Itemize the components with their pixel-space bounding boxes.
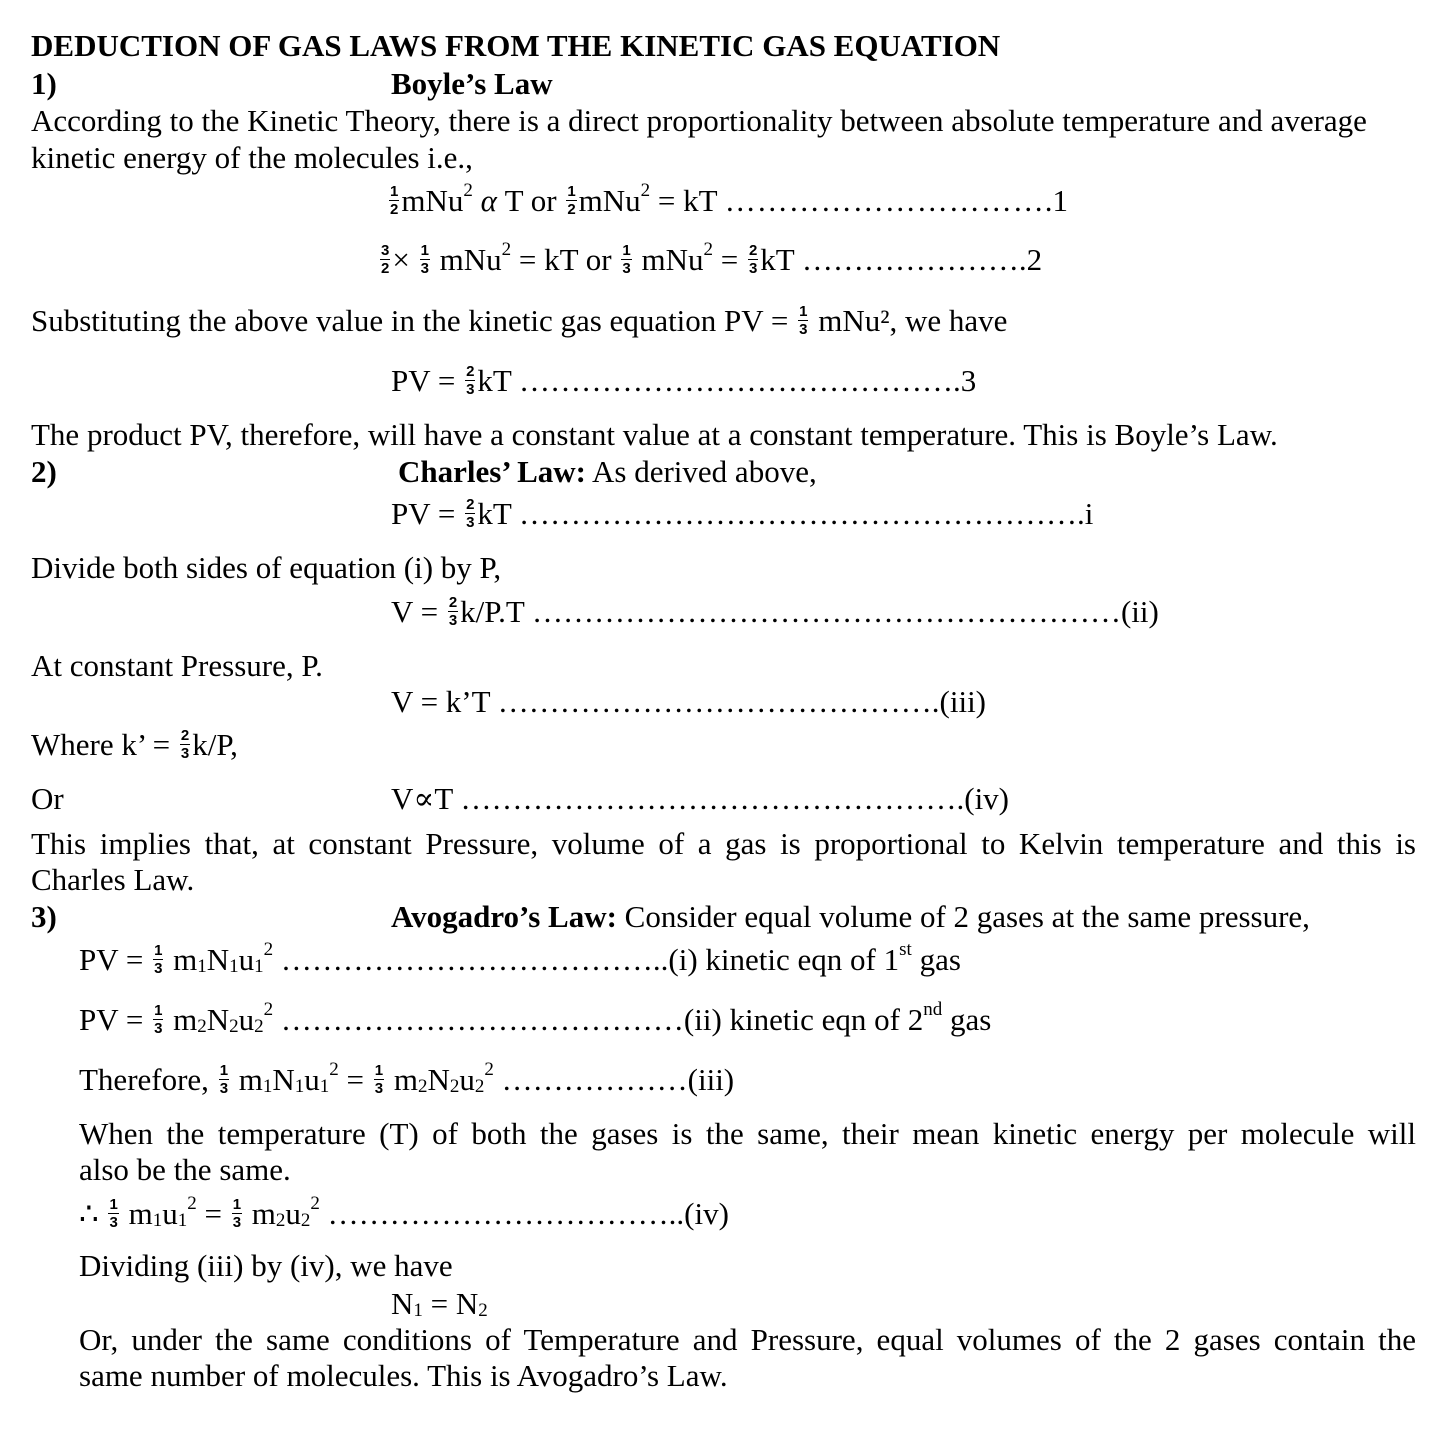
- fraction-one-third: $\frac{1}{3}$: [219, 1062, 229, 1098]
- fraction-two-thirds: $\frac{2}{3}$: [466, 363, 475, 399]
- avogadro-final-line-2: same number of molecules. This is Avogadro’s Law.: [79, 1358, 728, 1393]
- section-heading-charles: Charles’ Law:: [398, 454, 586, 489]
- equation-3: PV = $\frac{2}{3}$ kT …………………………………….3: [391, 363, 977, 399]
- avogadro-result: $N_1 = N_2$: [391, 1286, 488, 1321]
- charles-equation-iv: V∝T ………………………………………….(iv): [391, 781, 1010, 816]
- section-number-boyle: 1): [31, 66, 57, 101]
- boyle-intro-line-2: kinetic energy of the molecules i.e.,: [31, 140, 473, 175]
- equation-1: $\frac{1}{2}$ mNu$^2$ α T or $\frac{1}{2}$ mNu$^2$ = kT ………………………….1: [390, 180, 1069, 219]
- avogadro-equation-iv: ∴ $\frac{1}{3}$ $m_1u_1^2$ = $\frac{1}{3}$ $m_2u_2^2$ ……………………………..(iv): [79, 1193, 729, 1232]
- charles-implies-line-2: Charles Law.: [31, 862, 195, 897]
- fraction-two-thirds: $\frac{2}{3}$: [748, 242, 758, 278]
- charles-divide-text: Divide both sides of equation (i) by P,: [31, 550, 502, 585]
- charles-constant-pressure: At constant Pressure, P.: [31, 648, 323, 683]
- substitution-text-end: mNu², we have: [818, 303, 1008, 338]
- avogadro-dividing: Dividing (iii) by (iv), we have: [79, 1248, 453, 1283]
- equation-number: (ii): [1120, 594, 1159, 629]
- page-title: DEDUCTION OF GAS LAWS FROM THE KINETIC GAS EQUATION: [31, 28, 1001, 63]
- fraction-two-thirds: $\frac{2}{3}$: [466, 496, 475, 532]
- section-heading-charles-line: [398, 456, 817, 487]
- charles-where-line: [31, 729, 238, 764]
- equation-number: (iv): [964, 781, 1010, 816]
- fraction-one-half: $\frac{1}{2}$: [390, 183, 399, 219]
- fraction-two-thirds: $\frac{2}{3}$: [180, 727, 190, 763]
- substitution-text: Substituting the above value in the kinetic gas equation PV =: [31, 303, 789, 338]
- fraction-two-thirds: $\frac{2}{3}$: [448, 594, 458, 630]
- fraction-one-third: $\frac{1}{3}$: [232, 1196, 242, 1232]
- where-text: Where k’ =: [31, 727, 171, 762]
- avogadro-when-line-2: also be the same.: [79, 1152, 291, 1187]
- charles-equation-i: PV = $\frac{2}{3}$ kT ……………………………………………….i: [391, 496, 1094, 532]
- section-heading-boyle: Boyle’s Law: [391, 66, 553, 101]
- fraction-one-third: $\frac{1}{3}$: [420, 242, 429, 278]
- fraction-one-third: $\frac{1}{3}$: [622, 242, 631, 278]
- fraction-one-third: $\frac{1}{3}$: [154, 1002, 163, 1038]
- section-heading-avogadro: Avogadro’s Law:: [391, 899, 617, 934]
- section-number-avogadro: 3): [31, 899, 57, 934]
- charles-equation-ii: V = $\frac{2}{3}$ k/P.T …………………………………………………(ii): [391, 594, 1159, 630]
- charles-or: Or: [31, 781, 64, 816]
- avogadro-final-line-1: Or, under the same conditions of Temperature and Pressure, equal volumes of the 2 gases contain the: [79, 1322, 1416, 1357]
- fraction-three-halves: $\frac{3}{2}$: [381, 242, 390, 278]
- fraction-one-third: $\frac{1}{3}$: [109, 1196, 118, 1232]
- equation-number: i: [1084, 496, 1094, 531]
- avogadro-when-line-1: When the temperature (T) of both the gases is the same, their mean kinetic energy per molecule will: [79, 1116, 1416, 1151]
- equation-number: 1: [1052, 183, 1069, 218]
- substitution-line: [31, 305, 1007, 340]
- fraction-one-half: $\frac{1}{2}$: [567, 183, 576, 219]
- section-heading-avogadro-line: [391, 901, 1310, 932]
- charles-equation-iii: V = k’T …………………………………….(iii): [391, 684, 987, 719]
- avogadro-equation-i: PV = $\frac{1}{3}$ $m_1N_1u_1^2$ ………………………………..(i) kinetic eqn of 1st gas: [79, 939, 961, 978]
- boyle-conclusion: The product PV, therefore, will have a constant value at a constant temperature. This is Boyle’s Law.: [31, 417, 1278, 452]
- equation-number: 2: [1026, 242, 1043, 277]
- equation-number: (iii): [939, 684, 987, 719]
- where-text-end: k/P,: [192, 727, 238, 762]
- section-number-charles: 2): [31, 454, 57, 489]
- charles-heading-rest: As derived above,: [585, 454, 817, 489]
- avogadro-heading-rest: Consider equal volume of 2 gases at the same pressure,: [616, 899, 1310, 934]
- equation-number: 3: [960, 363, 977, 398]
- charles-implies-line-1: This implies that, at constant Pressure, volume of a gas is proportional to Kelvin temperature and this is: [31, 826, 1416, 861]
- fraction-one-third: $\frac{1}{3}$: [154, 942, 163, 978]
- fraction-one-third: $\frac{1}{3}$: [374, 1062, 384, 1098]
- boyle-intro-line-1: According to the Kinetic Theory, there is a direct proportionality between absolute temperature and average: [31, 103, 1367, 138]
- equation-number: (iii): [687, 1062, 735, 1097]
- equation-number: (iv): [684, 1196, 729, 1231]
- avogadro-equation-ii: PV = $\frac{1}{3}$ $m_2N_2u_2^2$ …………………………………(ii) kinetic eqn of 2nd gas: [79, 999, 992, 1038]
- equation-2: $\frac{3}{2}$ × $\frac{1}{3}$ mNu$^2$ = kT or $\frac{1}{3}$ mNu$^2$ = $\frac{2}{3}$ kT ………………….2: [381, 239, 1043, 278]
- avogadro-therefore: Therefore, $\frac{1}{3}$ $m_1N_1u_1^2$ = $\frac{1}{3}$ $m_2N_2u_2^2$ ………………(iii): [79, 1059, 735, 1098]
- fraction-one-third: $\frac{1}{3}$: [799, 303, 808, 339]
